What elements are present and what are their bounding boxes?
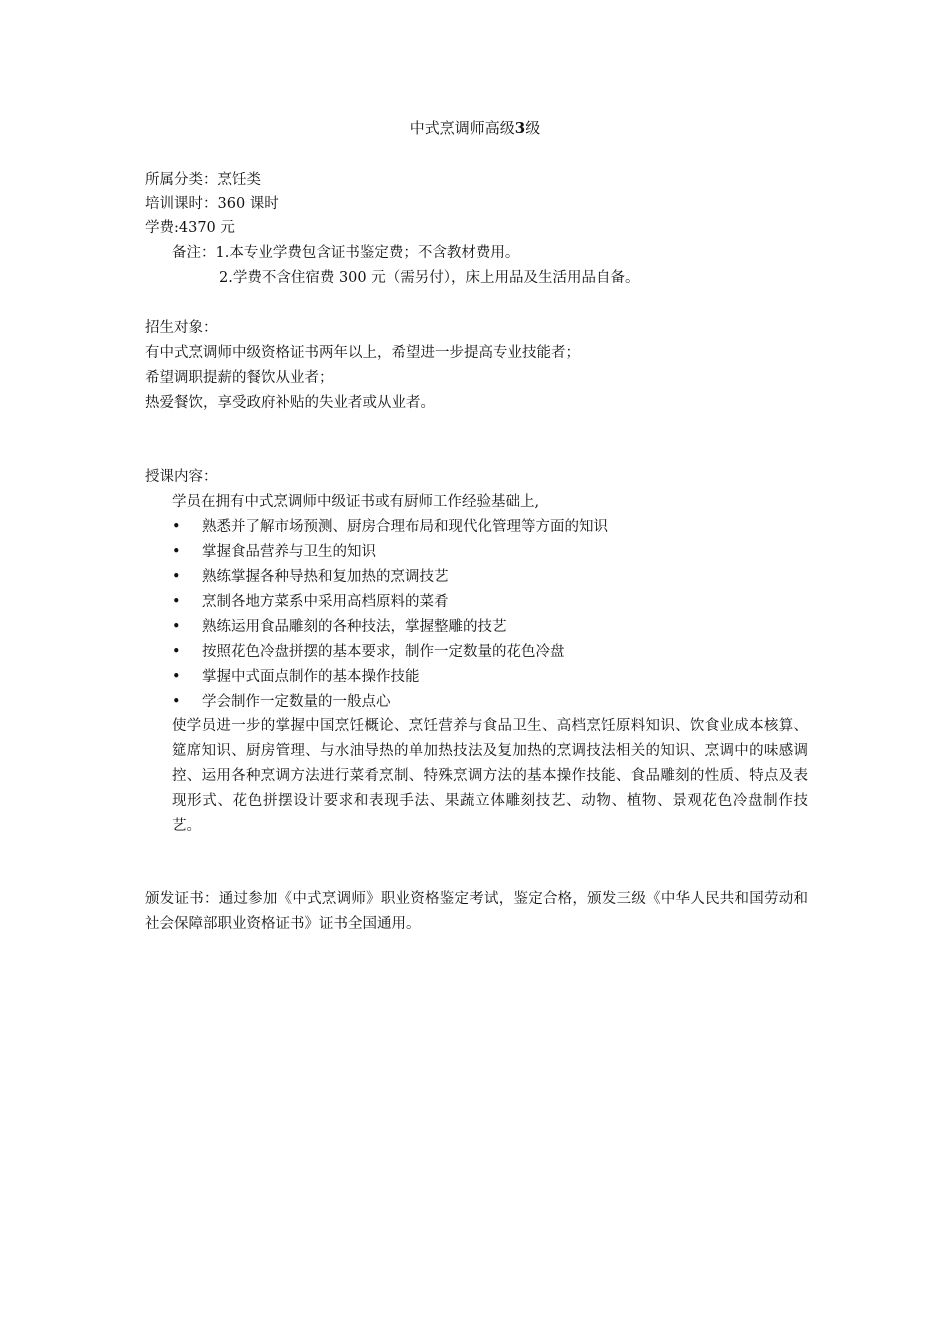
enrollment-heading: 招生对象： [145, 320, 218, 336]
bullet-icon: • [172, 569, 181, 585]
hours-line: 培训课时：360 课时 [145, 196, 279, 212]
list-item-text: 掌握中式面点制作的基本操作技能 [202, 669, 420, 685]
list-item-text: 掌握食品营养与卫生的知识 [202, 544, 376, 560]
note-line-1: 备注：1.本专业学费包含证书鉴定费；不含教材费用。 [172, 245, 520, 261]
certificate-paragraph: 颁发证书：通过参加《中式烹调师》职业资格鉴定考试，鉴定合格，颁发三级《中华人民共和国劳动和社会保障部职业资格证书》证书全国通用。 [145, 891, 808, 932]
bullet-icon: • [172, 669, 181, 685]
bullet-icon: • [172, 594, 181, 610]
page-title [0, 118, 950, 138]
content-intro: 学员在拥有中式烹调师中级证书或有厨师工作经验基础上, [172, 494, 540, 510]
bullet-icon: • [172, 694, 181, 710]
title-suffix: 级 [525, 119, 541, 137]
list-item [172, 692, 391, 712]
list-item-text: 熟练掌握各种导热和复加热的烹调技艺 [202, 569, 449, 585]
list-item-text: 烹制各地方菜系中采用高档原料的菜肴 [202, 594, 449, 610]
enrollment-item: 希望调职提薪的餐饮从业者； [145, 370, 334, 386]
list-item [172, 542, 376, 562]
list-item [172, 592, 449, 612]
bullet-icon: • [172, 544, 181, 560]
fee-line: 学费:4370 元 [145, 220, 235, 236]
bullet-icon: • [172, 619, 181, 635]
bullet-icon: • [172, 644, 181, 660]
title-level: 3 [514, 119, 526, 137]
bullet-icon: • [172, 519, 181, 535]
category-line: 所属分类：烹饪类 [145, 172, 261, 188]
enrollment-item: 有中式烹调师中级资格证书两年以上，希望进一步提高专业技能者； [145, 345, 580, 361]
list-item-text: 熟练运用食品雕刻的各种技法，掌握整雕的技艺 [202, 619, 507, 635]
enrollment-item: 热爱餐饮，享受政府补贴的失业者或从业者。 [145, 395, 435, 411]
content-summary: 使学员进一步的掌握中国烹饪概论、烹饪营养与食品卫生、高档烹饪原料知识、饮食业成本核算、筵席知识、厨房管理、与水油导热的单加热技法及复加热的烹调技法相关的知识、烹调中的味感调控、运用各种烹调方法进行菜肴烹制、特殊烹调方法的基本操作技能、食品雕刻的性质、特点及表现形式、花色拼摆设计要求和表现手法、果蔬立体雕刻技艺、动物、植物、景观花色冷盘制作技艺。 [172, 718, 808, 834]
list-item [172, 617, 507, 637]
list-item [172, 667, 420, 687]
list-item-text: 学会制作一定数量的一般点心 [202, 694, 391, 710]
list-item [172, 567, 449, 587]
list-item-text: 按照花色冷盘拼摆的基本要求，制作一定数量的花色冷盘 [202, 644, 565, 660]
list-item [172, 642, 565, 662]
title-main: 中式烹调师高级 [409, 119, 515, 137]
list-item [172, 517, 608, 537]
list-item-text: 熟悉并了解市场预测、厨房合理布局和现代化管理等方面的知识 [202, 519, 608, 535]
note-line-2: 2.学费不含住宿费 300 元（需另付），床上用品及生活用品自备。 [219, 270, 640, 286]
content-heading: 授课内容： [145, 469, 218, 485]
